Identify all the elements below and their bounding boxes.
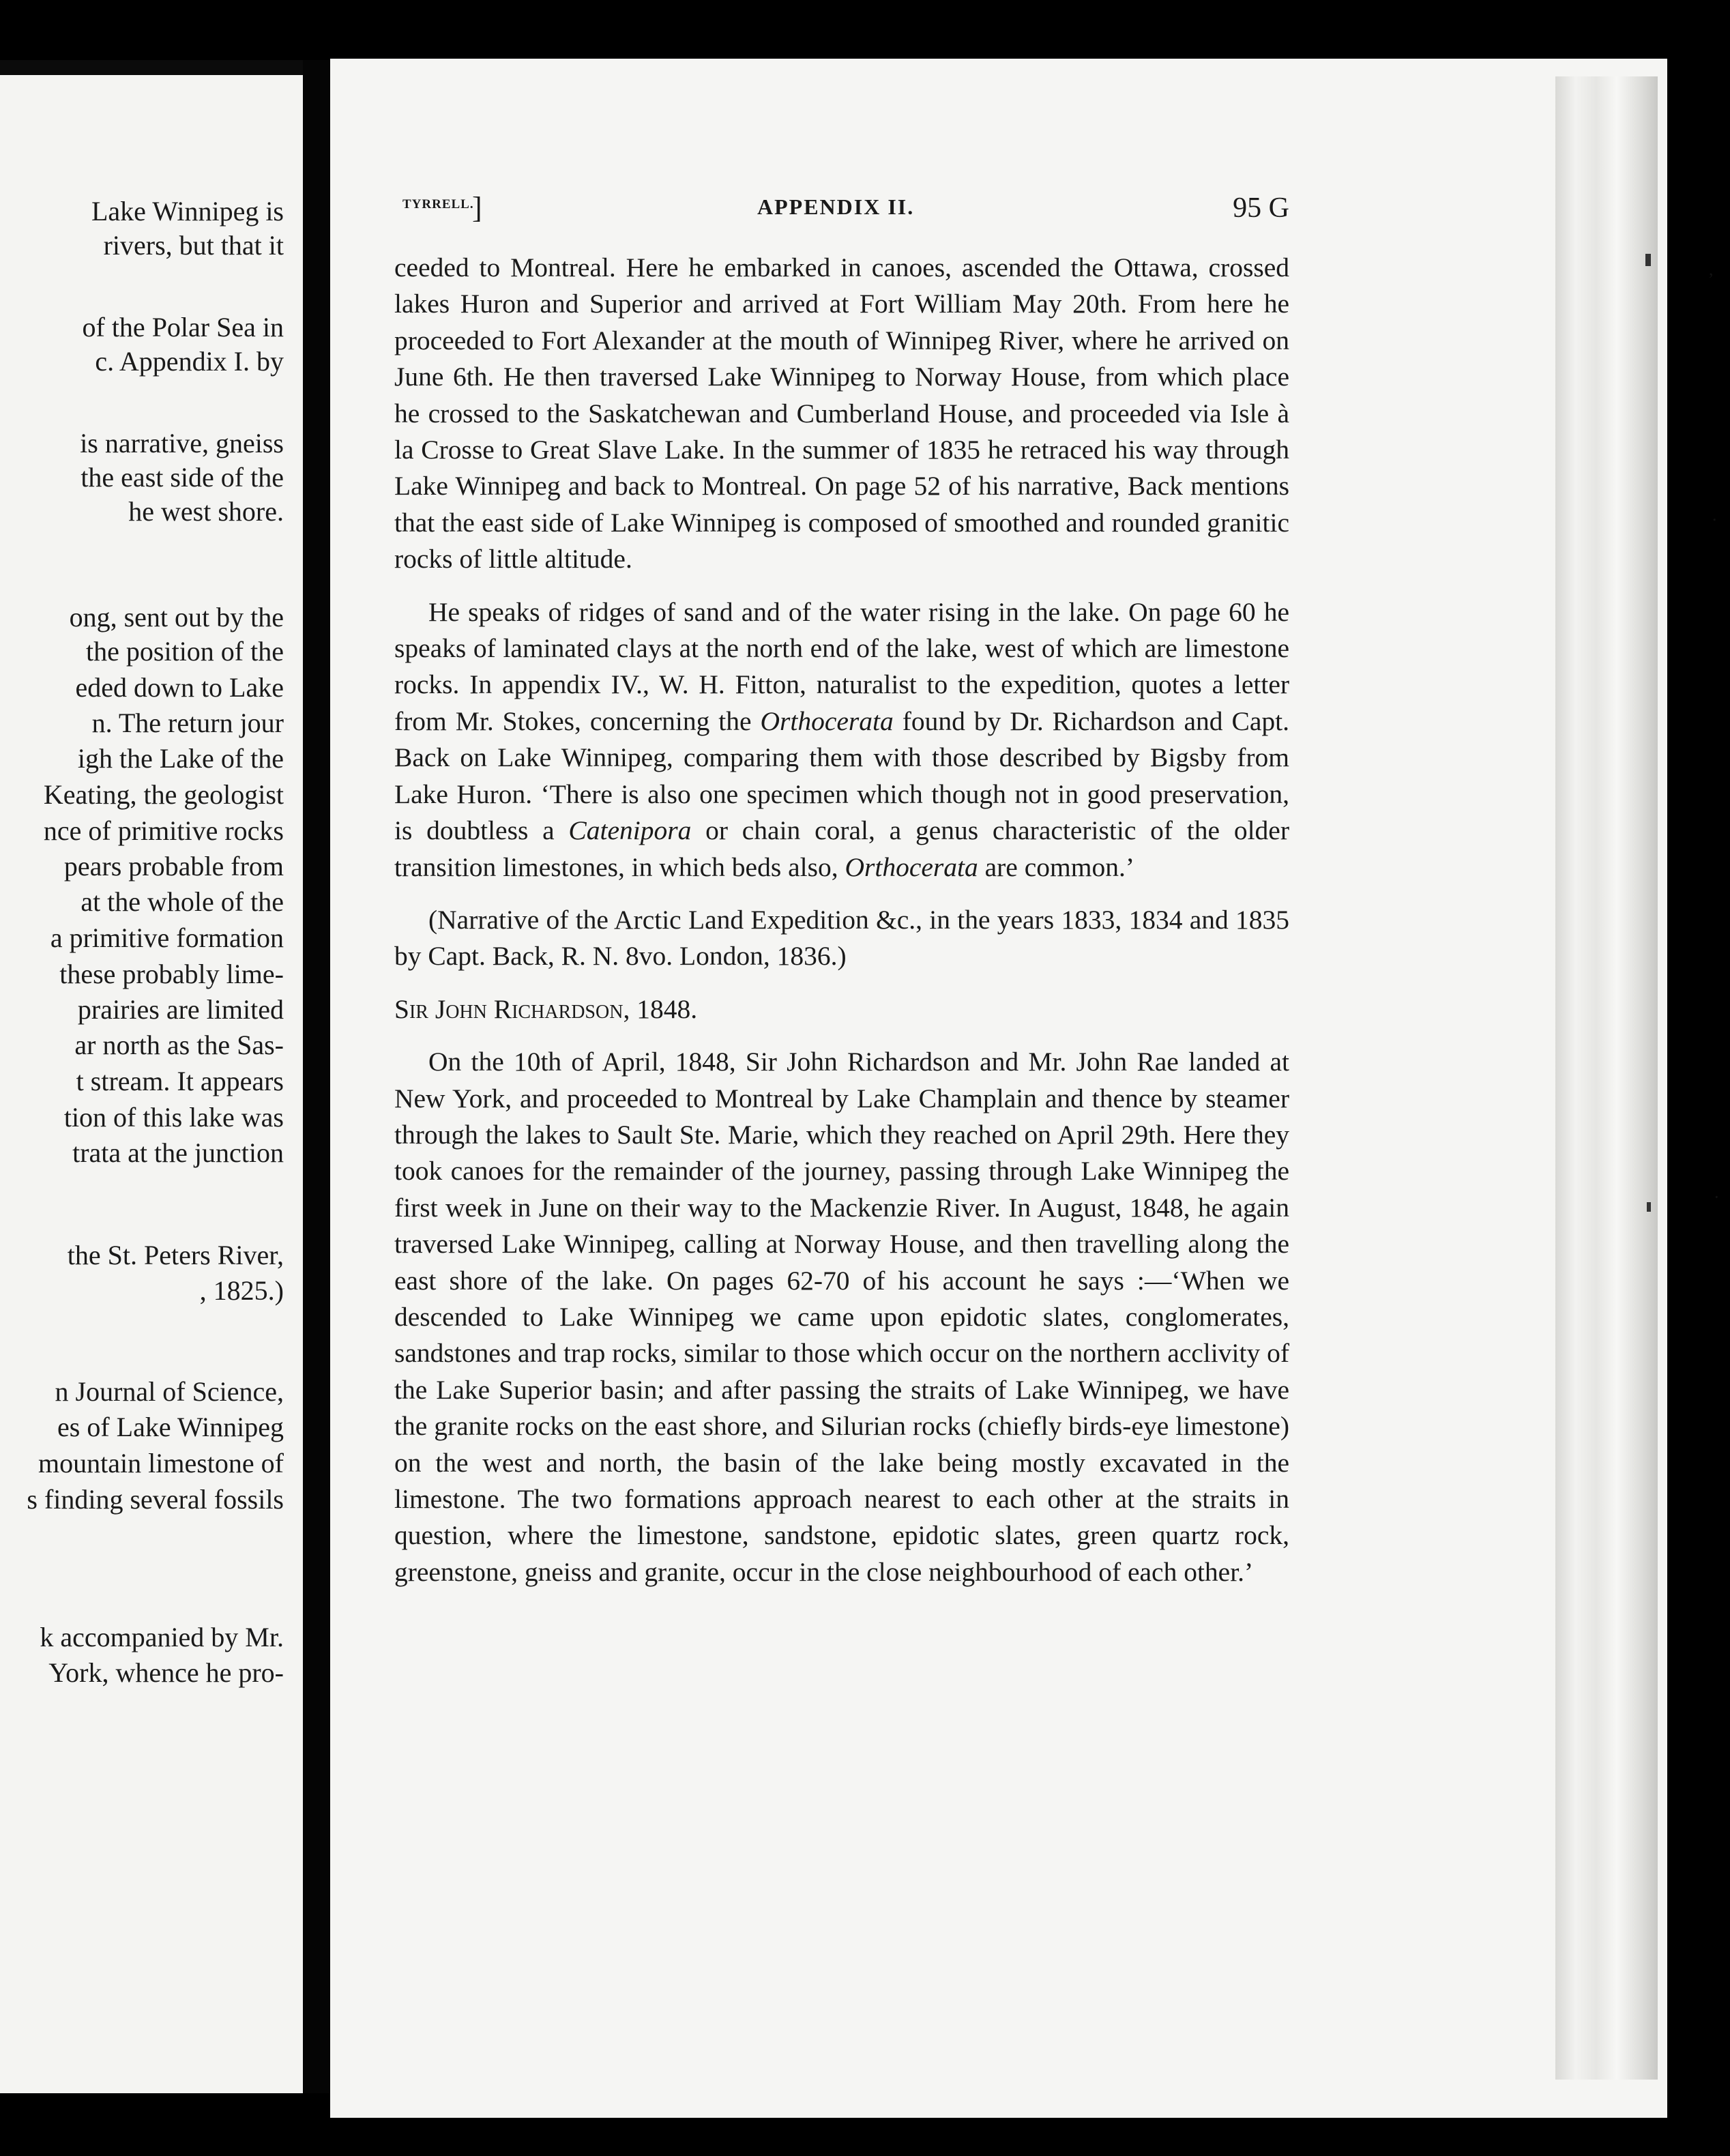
italic-taxon: Catenipora bbox=[568, 815, 692, 846]
left-page-line: Keating, the geologist bbox=[43, 779, 284, 810]
left-page-line: ong, sent out by the bbox=[69, 602, 284, 632]
italic-taxon: Orthocerata bbox=[760, 705, 894, 736]
left-page-line: ar north as the Sas- bbox=[74, 1030, 284, 1060]
text-run: are common.’ bbox=[978, 851, 1134, 882]
left-page-line: t stream. It appears bbox=[76, 1066, 284, 1096]
left-page-line: n. The return jour bbox=[91, 708, 284, 738]
edge-mark bbox=[1645, 254, 1651, 266]
italic-taxon: Orthocerata bbox=[845, 851, 978, 882]
page-number: 95 G bbox=[1233, 192, 1289, 224]
left-page-line: s finding several fossils bbox=[27, 1484, 284, 1515]
left-page-line: the St. Peters River, bbox=[67, 1240, 284, 1270]
running-header bbox=[402, 191, 1289, 229]
text-run: found by Dr. Richardson and Capt. Back on Lake Winnipeg, comparing them with those described by Bigsby from Lake Huron. ‘There is also one specimen which though not in good preservation, is doubtless a bbox=[394, 705, 1289, 846]
left-page-line: c. Appendix I. by bbox=[95, 346, 284, 377]
header-bracket: ] bbox=[472, 191, 482, 224]
edge-mark bbox=[1647, 1202, 1651, 1212]
text-run: or chain coral, a genus characteristic of the older transition limestones, in which beds also, bbox=[394, 815, 1289, 882]
citation-narrative: (Narrative of the Arctic Land Expedition &c., in the years 1833, 1834 and 1835 by Capt. Back, R. N. 8vo. London, 1836.) bbox=[394, 904, 1289, 972]
left-page-line: a primitive formation bbox=[50, 922, 284, 953]
paragraph-richardson: On the 10th of April, 1848, Sir John Richardson and Mr. John Rae landed at New York, and proceeded to Montreal by Lake Champlain and thence by steamer through the lakes to Sault Ste. Marie, which they reached on April 29th. Here they took canoes for the remainder of the journey, passing through Lake Winnipeg the first week in June on their way to the Mackenzie River. In August, 1848, he again traversed Lake Winnipeg, calling at Norway House, and then travelling along the east shore of the lake. On pages 62-70 of his account he says :—‘When we descended to Lake Winnipeg we came upon epidotic slates, conglomerates, sandstones and trap rocks, similar to those which occur on the northern acclivity of the Lake Superior basin; and after passing the straits of Lake Winnipeg, we have the granite rocks on the east shore, and Silurian rocks (chiefly birds-eye limestone) on the west and north, the basin of the lake being mostly excavated in the limestone. The two formations approach nearest to each other at the straits in question, where the limestone, sandstone, epidotic slates, green quartz rock, greenstone, gneiss and granite, occur in the close neighbourhood of each other.’ bbox=[394, 1047, 1289, 1587]
left-page-line: York, whence he pro- bbox=[48, 1657, 284, 1688]
left-page-line: prairies are limited bbox=[77, 994, 284, 1025]
left-page-line: tion of this lake was bbox=[63, 1102, 284, 1133]
left-page-line: es of Lake Winnipeg bbox=[57, 1412, 284, 1442]
left-page-top-edge bbox=[0, 60, 303, 75]
left-page-line: mountain limestone of bbox=[38, 1448, 284, 1478]
header-author: TYRRELL. bbox=[402, 197, 474, 212]
edge-glyph: · bbox=[1714, 1187, 1720, 1207]
left-page-line: eded down to Lake bbox=[75, 672, 284, 703]
left-page-line: trata at the junction bbox=[72, 1137, 284, 1168]
left-page-line: rivers, but that it bbox=[103, 230, 284, 261]
left-page-line: igh the Lake of the bbox=[77, 743, 284, 774]
paragraph-ridges-of-sand bbox=[394, 594, 1289, 886]
paragraph-back-journey: ceeded to Montreal. Here he embarked in canoes, ascended the Ottawa, crossed lakes Huron and Superior and arrived at Fort William May 20th. From here he proceeded to Fort Alexander at the mouth of Winnipeg River, where he arrived on June 6th. He then traversed Lake Winnipeg to Norway House, from which place he crossed to the Saskatchewan and Cumberland House, and proceeded via Isle à la Crosse to Great Slave Lake. In the summer of 1835 he retraced his way through Lake Winnipeg and back to Montreal. On page 52 of his narrative, Back mentions that the east side of Lake Winnipeg is composed of smoothed and rounded granitic rocks of little altitude. bbox=[394, 252, 1289, 574]
left-page-line: these probably lime- bbox=[59, 959, 284, 989]
header-title: APPENDIX II. bbox=[757, 194, 915, 219]
left-page-line: n Journal of Science, bbox=[55, 1376, 284, 1407]
book-gutter bbox=[303, 60, 330, 2093]
left-page-line: the position of the bbox=[86, 636, 284, 667]
left-page bbox=[0, 60, 303, 2093]
left-page-line: k accompanied by Mr. bbox=[40, 1622, 284, 1652]
left-page-line: the east side of the bbox=[80, 462, 284, 493]
left-page-line: Lake Winnipeg is bbox=[91, 196, 284, 227]
left-page-line: is narrative, gneiss bbox=[80, 428, 284, 458]
left-page-line: pears probable from bbox=[63, 851, 284, 882]
left-page-line: at the whole of the bbox=[80, 886, 284, 917]
section-heading: Sir John Richardson, 1848. bbox=[394, 993, 698, 1024]
left-page-line: he west shore. bbox=[128, 496, 284, 527]
text-run: He speaks of ridges of sand and of the water rising in the lake. On page 60 he speaks of laminated clays at the north end of the lake, west of which are limestone rocks. In appendix IV., W. H. Fitton, naturalist to the expedition, quotes a letter from Mr. Stokes, concerning the bbox=[394, 596, 1289, 736]
left-page-line: of the Polar Sea in bbox=[82, 312, 284, 343]
edge-glyph: , bbox=[1709, 259, 1714, 279]
body-text bbox=[394, 250, 1289, 1590]
left-page-line: nce of primitive rocks bbox=[43, 815, 284, 846]
left-page-line: , 1825.) bbox=[199, 1275, 284, 1306]
page-edge-stack bbox=[1555, 76, 1658, 2080]
edge-glyph: . bbox=[1712, 505, 1717, 525]
